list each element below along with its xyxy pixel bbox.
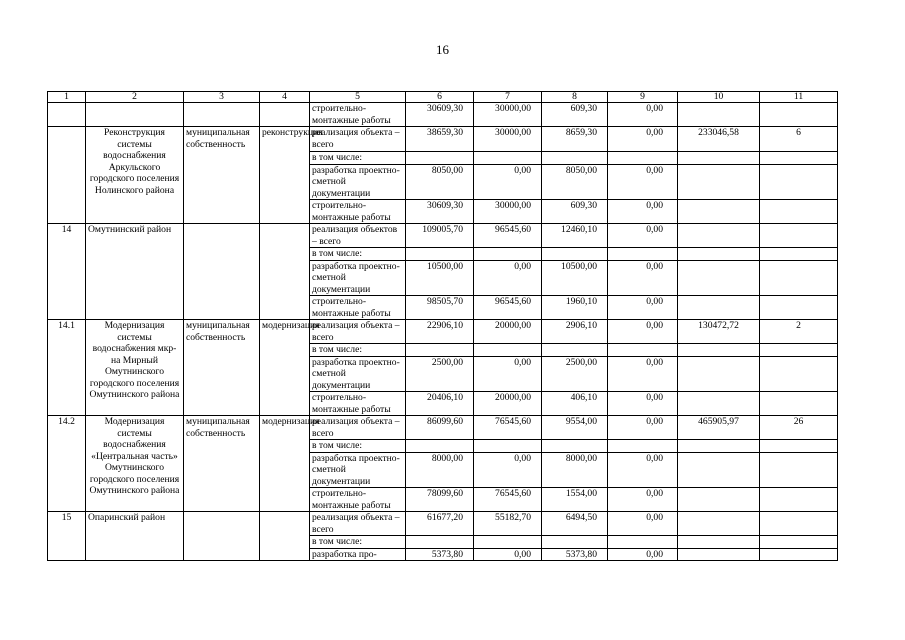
program-table [47, 91, 838, 561]
header-cell: 6 [406, 92, 474, 103]
header-cell: 2 [86, 92, 184, 103]
header-cell: 9 [608, 92, 678, 103]
table-row: 14.1 Модернизация системы водоснабжения мкр-на Мирный Омутнинского городского поселения Омутнинского района муниципальная собственность модернизация реализация объекта – всего 22906,10 20000,00 2906,10 0,00 130472,72 2 [48, 320, 838, 344]
table-row: строительно-монтажные работы 30609,30 30000,00 609,30 0,00 [48, 200, 838, 224]
row-label: реализация объекта – всего [310, 416, 406, 440]
work-type: реконструкция [260, 127, 310, 224]
row-label: строительно-монтажные работы [310, 296, 406, 320]
header-row [48, 92, 838, 103]
row-number: 14 [48, 224, 86, 320]
row-label: в том числе: [310, 248, 406, 261]
work-type: модернизация [260, 416, 310, 512]
ownership: муниципальная собственность [184, 127, 260, 224]
row-label: строительно-монтажные работы [310, 392, 406, 416]
object-name: Реконструкция системы водоснабжения Аркульского городского поселения Нолинского района [86, 127, 184, 224]
table-row: 14.2 Модернизация системы водоснабжения «Центральная часть» Омутнинского городского поселения Омутнинского района муниципальная собственность модернизация реализация объекта – всего 86099,60 76545,60 9554,00 0,00 465905,97 26 [48, 416, 838, 440]
header-cell: 1 [48, 92, 86, 103]
table-row: строительно-монтажные работы 78099,60 76545,60 1554,00 0,00 [48, 488, 838, 512]
row-number: 14.2 [48, 416, 86, 512]
object-name: Модернизация системы водоснабжения мкр-на Мирный Омутнинского городского поселения Омутнинского района [86, 320, 184, 416]
row-number: 14.1 [48, 320, 86, 416]
row-label: в том числе: [310, 152, 406, 165]
table-row: 15 Опаринский район реализация объекта – всего 61677,20 55182,70 6494,50 0,00 [48, 512, 838, 536]
row-label: реализация объекта – всего [310, 127, 406, 152]
table-row: разработка проектно-сметной документации 8000,00 0,00 8000,00 0,00 [48, 452, 838, 488]
row-number: 15 [48, 512, 86, 561]
table-row: разработка про- 5373,80 0,00 5373,80 0,00 [48, 548, 838, 561]
table-row: Реконструкция системы водоснабжения Аркульского городского поселения Нолинского района муниципальная собственность реконструкция реализация объекта – всего 38659,30 30000,00 8659,30 0,00 233046,58 6 [48, 127, 838, 152]
row-label: в том числе: [310, 536, 406, 549]
row-label: строительно-монтажные работы [310, 200, 406, 224]
page-number: 16 [436, 42, 449, 57]
table-row: строительно-монтажные работы 30609,30 30000,00 609,30 0,00 [48, 103, 838, 127]
table-row: разработка проектно-сметной документации 10500,00 0,00 10500,00 0,00 [48, 260, 838, 296]
row-label: в том числе: [310, 344, 406, 357]
row-label: разработка проектно-сметной документации [310, 452, 406, 488]
header-cell: 10 [678, 92, 760, 103]
header-cell: 3 [184, 92, 260, 103]
table-row: 14 Омутнинский район реализация объектов – всего 109005,70 96545,60 12460,10 0,00 [48, 224, 838, 248]
table-row: строительно-монтажные работы 98505,70 96545,60 1960,10 0,00 [48, 296, 838, 320]
row-label: строительно-монтажные работы [310, 488, 406, 512]
row-label: строительно-монтажные работы [310, 103, 406, 127]
row-label: разработка про- [310, 548, 406, 561]
row-label: реализация объекта – всего [310, 512, 406, 536]
row-label: реализация объектов – всего [310, 224, 406, 248]
object-name: Модернизация системы водоснабжения «Центральная часть» Омутнинского городского поселения Омутнинского района [86, 416, 184, 512]
header-cell: 11 [760, 92, 838, 103]
table-row: разработка проектно-сметной документации 8050,00 0,00 8050,00 0,00 [48, 164, 838, 200]
header-cell: 4 [260, 92, 310, 103]
row-label: в том числе: [310, 440, 406, 453]
header-cell: 5 [310, 92, 406, 103]
table-row: строительно-монтажные работы 20406,10 20000,00 406,10 0,00 [48, 392, 838, 416]
header-cell: 8 [542, 92, 608, 103]
object-name: Опаринский район [86, 512, 184, 561]
ownership: муниципальная собственность [184, 320, 260, 416]
header-cell: 7 [474, 92, 542, 103]
row-label: разработка проектно-сметной документации [310, 260, 406, 296]
row-label: разработка проектно-сметной документации [310, 164, 406, 200]
row-label: реализация объекта – всего [310, 320, 406, 344]
object-name: Омутнинский район [86, 224, 184, 320]
table-row: разработка проектно-сметной документации 2500,00 0,00 2500,00 0,00 [48, 356, 838, 392]
ownership: муниципальная собственность [184, 416, 260, 512]
work-type: модернизация [260, 320, 310, 416]
row-label: разработка проектно-сметной документации [310, 356, 406, 392]
